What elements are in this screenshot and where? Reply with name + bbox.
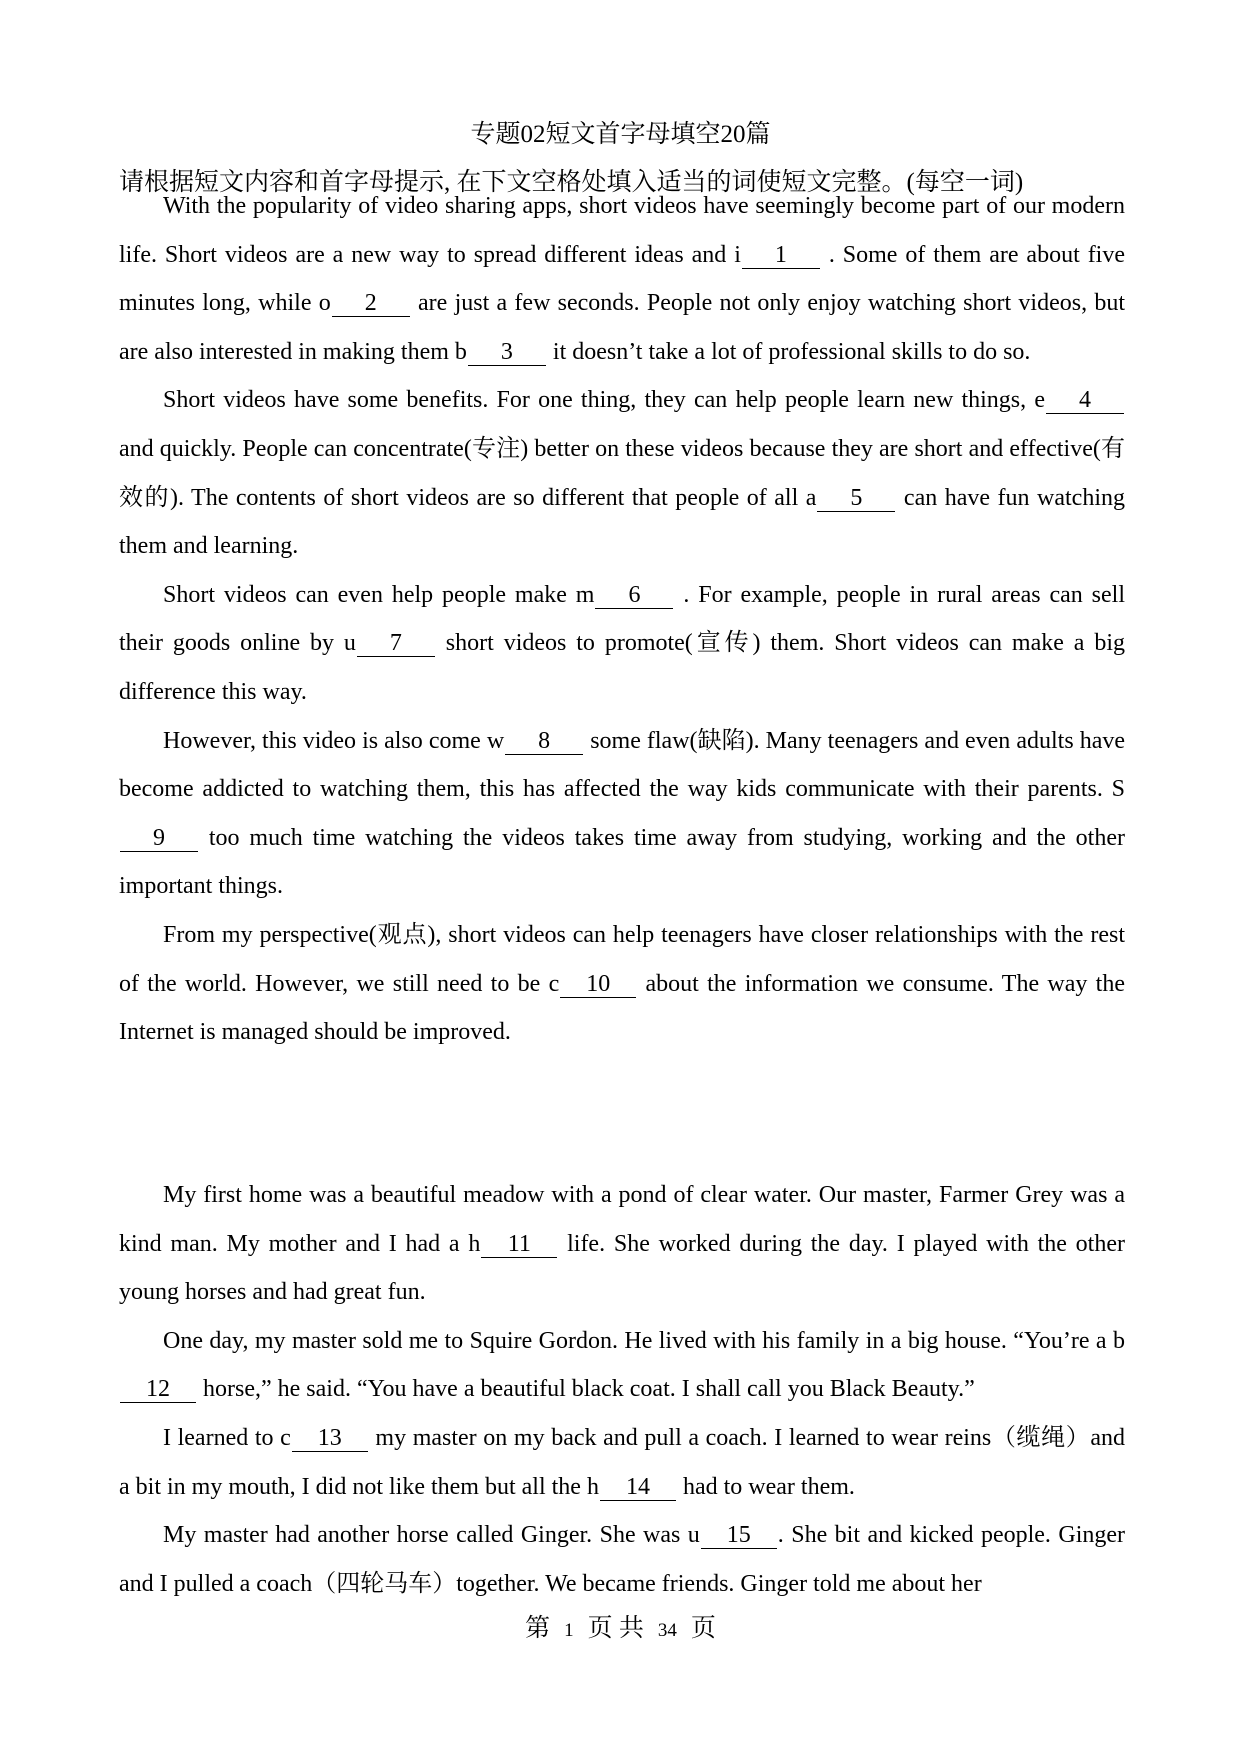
answer-blank[interactable]: 13: [292, 1425, 368, 1452]
answer-blank[interactable]: 6: [595, 582, 673, 609]
answer-blank[interactable]: 1: [742, 242, 820, 269]
paragraph: [119, 1171, 1125, 1317]
paragraph: [119, 182, 1125, 376]
answer-blank[interactable]: 2: [332, 290, 410, 317]
answer-blank[interactable]: 10: [560, 971, 636, 998]
paragraph: [119, 1414, 1125, 1511]
paragraph: [119, 376, 1125, 570]
footer-suffix: 页: [690, 1615, 716, 1642]
passage-text: horse,” he said. “You have a beautiful black coat. I shall call you Black Beauty.”: [197, 1376, 975, 1403]
paragraph: [119, 717, 1125, 911]
passage-text: my master on my back and pull a coach. I learned to wear reins（缆绳）and a bit in my mouth, I did not like them but all the h: [119, 1424, 1125, 1500]
page-footer: [0, 1612, 1241, 1648]
answer-blank[interactable]: 14: [600, 1474, 676, 1501]
footer-middle: 页 共: [587, 1615, 644, 1642]
passage-text: it doesn’t take a lot of professional skills to do so.: [546, 338, 1031, 365]
answer-blank[interactable]: 7: [357, 630, 435, 657]
passage-text: Short videos can even help people make m: [163, 581, 595, 608]
paragraph: [119, 571, 1125, 717]
passage-text: My master had another horse called Ginger. She was u: [163, 1522, 700, 1549]
passage-text: had to wear them.: [676, 1473, 855, 1500]
answer-blank[interactable]: 4: [1046, 387, 1124, 414]
paragraph: [119, 911, 1125, 1057]
passage-text: Short videos have some benefits. For one thing, they can help people learn new things, e: [163, 387, 1045, 414]
answer-blank[interactable]: 5: [817, 485, 895, 512]
passage-text: can have fun watching them and learning.: [119, 484, 1125, 560]
passage-text: However, this video is also come w: [163, 727, 505, 754]
answer-blank[interactable]: 3: [468, 339, 546, 366]
instruction-text: 请根据短文内容和首字母提示, 在下文空格处填入适当的词使短文完整。(每空一词): [119, 169, 1024, 196]
page-title: 专题02短文首字母填空20篇: [470, 121, 771, 148]
passage-text: . For example, people in rural areas can sell their goods online by u: [119, 581, 1126, 657]
passage-text: . Some of them are about five minutes long, while o: [119, 241, 1126, 317]
passage-2: [119, 1171, 1125, 1608]
answer-blank[interactable]: 12: [120, 1376, 196, 1403]
passage-text: . She bit and kicked people. Ginger and I pulled a coach（四轮马车）together. We became friends. Ginger told me about her: [119, 1522, 1125, 1597]
passage-text: are just a few seconds. People not only enjoy watching short videos, but are also interested in making them b: [119, 290, 1125, 365]
passage-text: and quickly. People can concentrate(专注) better on these videos because they are short and effective(有效的). The contents of short videos are so different that people of all a: [119, 435, 1125, 511]
passage-text: life. She worked during the day. I played with the other young horses and had great fun.: [119, 1230, 1125, 1306]
passage-text: From my perspective(观点), short videos can help teenagers have closer relationships with the rest of the world. However, we still need to be c: [119, 921, 1125, 997]
footer-prefix: 第: [525, 1615, 551, 1642]
answer-blank[interactable]: 11: [481, 1231, 557, 1258]
footer-total-pages: 34: [657, 1620, 677, 1641]
passage-1: [119, 182, 1125, 1057]
paragraph: [119, 1511, 1125, 1608]
passage-text: One day, my master sold me to Squire Gordon. He lived with his family in a big house. “You’re a b: [163, 1327, 1125, 1354]
passage-text: about the information we consume. The way the Internet is managed should be improved.: [119, 970, 1125, 1046]
passage-text: My first home was a beautiful meadow with a pond of clear water. Our master, Farmer Grey was a kind man. My mother and I had a h: [119, 1182, 1125, 1257]
passage-text: too much time watching the videos takes time away from studying, working and the other important things.: [119, 824, 1125, 900]
paragraph: [119, 1317, 1125, 1414]
passage-text: short videos to promote(宣传) them. Short videos can make a big difference this way.: [119, 630, 1126, 705]
passage-text: With the popularity of video sharing apps, short videos have seemingly become part of our modern life. Short videos are a new way to spread different ideas and i: [119, 193, 1125, 268]
answer-blank[interactable]: 15: [701, 1522, 777, 1549]
passage-text: I learned to c: [163, 1424, 291, 1451]
answer-blank[interactable]: 8: [505, 728, 583, 755]
answer-blank[interactable]: 9: [120, 825, 198, 852]
passage-text: some flaw(缺陷). Many teenagers and even adults have become addicted to watching them, this has affected the way kids communicate with their parents. S: [119, 727, 1126, 803]
footer-page-number: 1: [564, 1620, 574, 1641]
